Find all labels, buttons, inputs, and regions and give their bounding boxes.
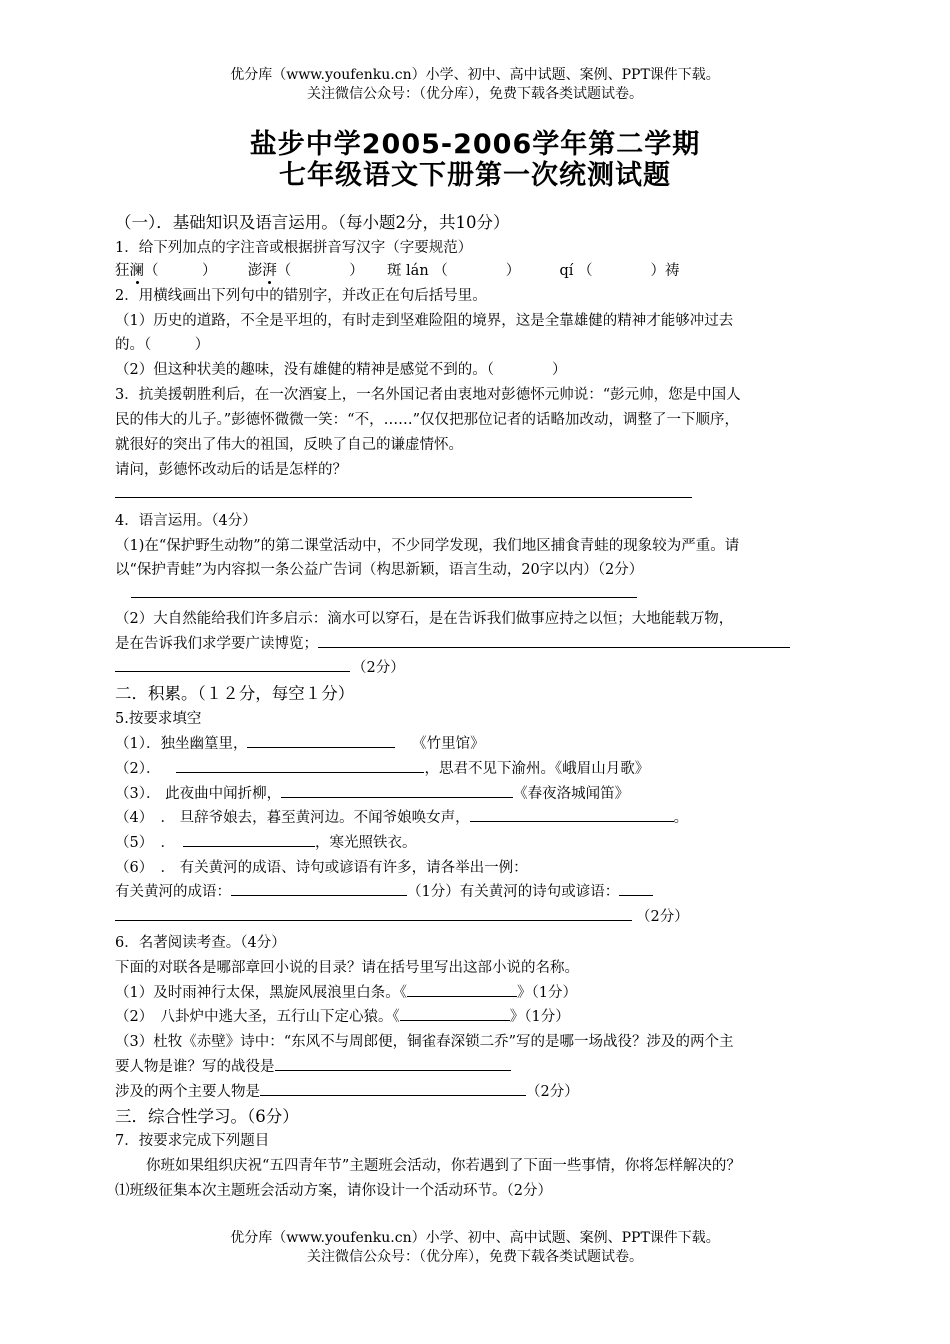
q4-stem: 4．语言运用。（4分） [115,513,257,529]
q6-people-label: 涉及的两个主要人物是 [115,1084,260,1100]
q5-item-2-text: （2）． [115,761,161,777]
q6-item-3-line-1: （3）杜牧《赤壁》诗中：“东风不与周郎便，铜雀春深锁二乔”写的是哪一场战役？涉及的两个主 [115,1034,734,1050]
q5-idiom-label: 有关黄河的成语： [115,884,231,900]
header-line-1: 优分库（www.youfenku.cn）小学、初中、高中试题、案例、PPT课件下载。 [230,67,720,83]
q6-people-blank[interactable] [260,1081,526,1096]
q6-item-3-line-3 [115,1080,579,1101]
q2-stem: 2．用横线画出下列句中的错别字，并改正在句后括号里。 [115,288,487,304]
q6-item-2-blank[interactable] [400,1006,510,1021]
q5-item-1 [115,732,485,753]
header-line-2: 关注微信公众号：（优分库），免费下载各类试题试卷。 [307,86,643,102]
q3-line-2: 民的伟大的儿子。”彭德怀微微一笑：“不，……”仅仅把那位记者的话略加改动，调整了一下顺序， [115,412,739,428]
q5-item-6: （6） ． 有关黄河的成语、诗句或谚语有许多，请各举出一例： [115,860,528,876]
footer-line-2: 关注微信公众号：（优分库），免费下载各类试题试卷。 [307,1249,643,1265]
q5-item-2-source: ，思君不见下渝州。《峨眉山月歌》 [424,761,650,777]
q4-p2-blank-2[interactable] [115,671,350,672]
q7-line-2: ⑴班级征集本次主题班会活动方案，请你设计一个活动环节。（2分） [115,1183,552,1199]
q2-sentence-1b[interactable]: 的。（ ） [115,337,210,353]
q4-p2-line-a: （2）大自然能给我们许多启示：滴水可以穿石，是在告诉我们做事应持之以恒；大地能载万物， [115,611,734,627]
q4-p2-text: 是在告诉我们求学要广读博览； [115,636,318,652]
q1-a-dotted-char: 澜 [129,263,144,279]
q7-stem: 7．按要求完成下列题目 [115,1133,270,1149]
q6-item-1-score: 》（1分） [516,985,577,1001]
section-heading-comprehensive: 三．综合性学习。（6分） [115,1107,299,1126]
q5-item-3-text: （3）． 此夜曲中闻折柳， [115,786,282,802]
q4-p1-answer-line[interactable] [131,597,637,598]
footer-line-1: 优分库（www.youfenku.cn）小学、初中、高中试题、案例、PPT课件下载。 [230,1230,720,1246]
q5-idiom-blank[interactable] [231,881,407,896]
q5-item-4 [115,806,688,827]
q5-item-1-blank[interactable] [247,733,395,748]
q1-d-item[interactable]: qí （ ）祷 [559,263,680,279]
q5-item-7 [115,880,653,901]
q5-item-4-end: 。 [673,810,689,826]
q6-item-2-text: （2） 八卦炉中逃大圣，五行山下定心猿。《 [115,1009,400,1025]
q2-sentence-2[interactable]: （2）但这种状美的趣味，没有雄健的精神是感觉不到的。（ ） [115,362,567,378]
q5-item-2 [115,757,649,778]
q6-battle-label: 要人物是谁？写的战役是 [115,1059,275,1075]
q3-answer-line[interactable] [115,497,692,498]
q1-b-blank[interactable]: （ ） [276,263,364,279]
q5-item-4-text: （4） ． 旦辞爷娘去，暮至黄河边。不闻爷娘唤女声， [115,810,470,826]
q4-p2-line-b [115,632,790,653]
section-heading-accumulation: 二．积累。（１２分，每空１分） [115,684,355,703]
q4-p1-line-a: （1)在“保护野生动物”的第二课堂活动中，不少同学发现，我们地区捕食青蛙的现象较为严重。请 [115,538,740,554]
q5-item-4-blank[interactable] [470,807,674,822]
exam-title-line-2: 七年级语文下册第一次统测试题 [279,160,671,191]
q6-item-2-score: 》（1分） [509,1009,570,1025]
q3-line-4: 请问，彭德怀改动后的话是怎样的？ [115,462,347,478]
q6-instruction: 下面的对联各是哪部章回小说的目录？请在括号里写出这部小说的名称。 [115,960,579,976]
q4-p1-line-b: 以“保护青蛙”为内容拟一条公益广告词（构思新颖，语言生动，20字以内）（2分） [115,562,644,578]
q4-p2-blank[interactable] [318,633,790,648]
exam-title-line-1: 盐步中学2005-2006学年第二学期 [249,129,701,160]
q5-item-3 [115,782,629,803]
q5-poem-blank[interactable] [619,881,653,896]
q1-items [115,259,680,280]
q5-item-1-source: 《竹里馆》 [412,736,485,752]
q6-stem: 6．名著阅读考查。（4分） [115,935,286,951]
q5-item-5-blank[interactable] [183,832,315,847]
q5-item-5 [115,831,416,852]
q1-a-char: 狂 [115,263,130,279]
q6-item-2 [115,1005,570,1026]
q5-item-3-blank[interactable] [281,783,513,798]
q3-line-3: 就很好的突出了伟大的祖国，反映了自己的谦虚情怀。 [115,437,463,453]
q5-item-5-end: ，寒光照铁衣。 [314,835,417,851]
q5-item-2-blank[interactable] [176,758,424,773]
q6-item-1 [115,981,577,1002]
q6-item-3-line-2 [115,1055,511,1076]
q4-p2-score: （2分） [352,660,405,676]
q5-item-1-text: （1）．独坐幽篁里， [115,736,248,752]
q5-item-5-text: （5） ． [115,835,175,851]
q2-sentence-1a: （1）历史的道路，不全是平坦的，有时走到坚难险阻的境界，这是全靠雄健的精神才能够冲过去 [115,313,734,329]
q1-stem: 1．给下列加点的字注音或根据拼音写汉字（字要规范） [115,240,473,256]
q5-poem-score: （2分） [636,909,689,925]
q3-line-1: 3．抗美援朝胜利后，在一次酒宴上，一名外国记者由衷地对彭德怀元帅说：“彭元帅，您是中国人 [115,387,741,403]
q5-stem: 5.按要求填空 [115,711,202,727]
q5-item-3-source: 《春夜洛城闻笛》 [513,786,630,802]
q1-b-char: 澎 [247,263,263,279]
q1-a-blank[interactable]: （ ） [144,263,217,279]
q6-battle-blank[interactable] [275,1056,511,1071]
q1-b-dotted-char: 湃 [262,263,277,279]
section-heading-basics: （一）．基础知识及语言运用。（每小题2分，共10分） [115,213,510,232]
q6-people-score: （2分） [526,1084,579,1100]
q6-item-1-blank[interactable] [407,982,517,997]
q7-line-1: 你班如果组织庆祝“五四青年节”主题班会活动，你若遇到了下面一些事情，你将怎样解决的？ [146,1158,741,1174]
q5-poem-answer-line[interactable] [115,920,632,921]
q6-item-1-text: （1）及时雨神行太保，黑旋风展浪里白条。《 [115,985,407,1001]
q5-poem-label: （1分）有关黄河的诗句或谚语： [407,884,620,900]
q1-c-item[interactable]: 斑 lán （ ） [386,263,521,279]
